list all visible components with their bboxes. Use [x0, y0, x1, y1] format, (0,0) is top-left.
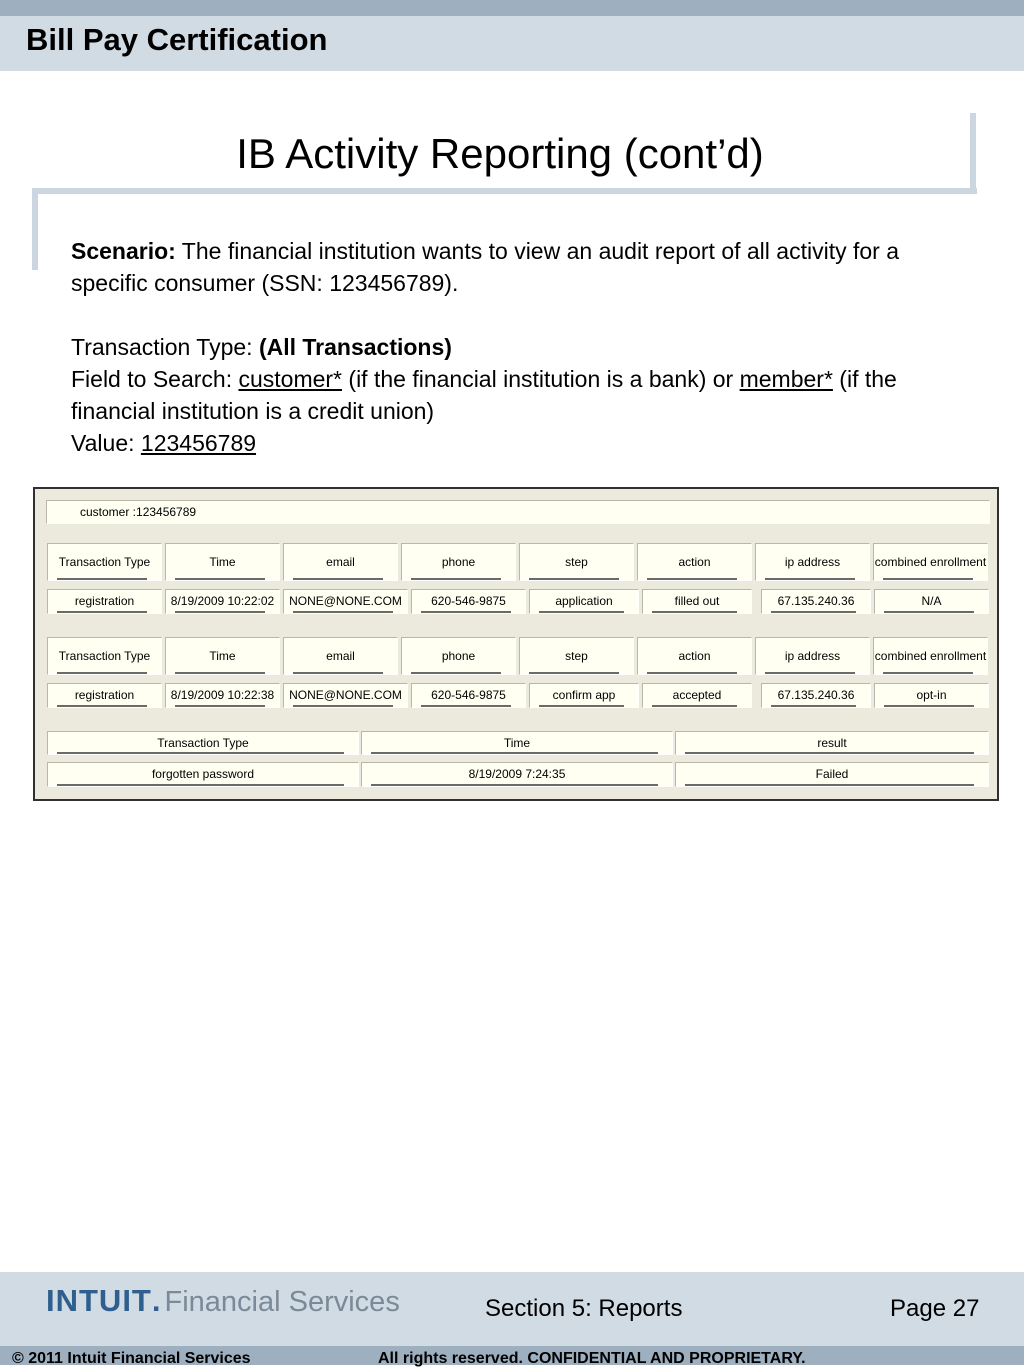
header-email: email	[283, 543, 398, 581]
field-label: Field to Search:	[71, 366, 239, 392]
value-line	[71, 427, 981, 459]
header-step: step	[519, 543, 634, 581]
activity-report	[33, 487, 999, 801]
field-to-search-line	[71, 363, 981, 427]
intuit-logo	[46, 1283, 400, 1323]
table-cell: confirm app	[529, 683, 639, 708]
header-email: email	[283, 637, 398, 675]
transaction-type-label: Transaction Type:	[71, 334, 259, 360]
table-cell: registration	[47, 589, 162, 614]
header-action: action	[637, 637, 752, 675]
scenario-block	[71, 235, 981, 459]
table-cell: 67.135.240.36	[761, 589, 871, 614]
header-top-strip	[0, 0, 1024, 16]
header-time: Time	[361, 731, 673, 755]
table-cell: filled out	[642, 589, 752, 614]
title-divider-vertical	[970, 113, 976, 194]
transaction-type-value: (All Transactions)	[258, 334, 452, 360]
section-label: Section 5: Reports	[485, 1295, 683, 1322]
value: 123456789	[140, 430, 257, 456]
header-combined-enrollment: combined enrollment	[873, 637, 988, 675]
header-phone: phone	[401, 637, 516, 675]
table-cell: forgotten password	[47, 762, 359, 787]
header-time: Time	[165, 543, 280, 581]
table-cell: NONE@NONE.COM	[283, 683, 408, 708]
table-cell: accepted	[642, 683, 752, 708]
table-cell: 8/19/2009 7:24:35	[361, 762, 673, 787]
logo-dot: .	[151, 1283, 161, 1318]
table-cell: 620-546-9875	[411, 589, 526, 614]
transaction-type-line	[71, 331, 981, 363]
table-cell: 8/19/2009 10:22:02	[165, 589, 280, 614]
table-cell: registration	[47, 683, 162, 708]
header-transaction-type: Transaction Type	[47, 731, 359, 755]
table-cell: 67.135.240.36	[761, 683, 871, 708]
field-middle: (if the financial institution is a bank) or	[342, 366, 740, 392]
slide-title: IB Activity Reporting (cont’d)	[236, 130, 764, 177]
header-ip-address: ip address	[755, 543, 870, 581]
table-cell: N/A	[874, 589, 989, 614]
value-label: Value:	[71, 430, 141, 456]
scenario-label: Scenario:	[71, 238, 176, 264]
table-cell: Failed	[675, 762, 989, 787]
header-title: Bill Pay Certification	[26, 22, 328, 57]
header-combined-enrollment: combined enrollment	[873, 543, 988, 581]
header-result: result	[675, 731, 989, 755]
logo-subtitle: Financial Services	[164, 1286, 400, 1318]
table-cell: application	[529, 589, 639, 614]
header-step: step	[519, 637, 634, 675]
field-value-customer: customer*	[238, 366, 343, 392]
header-phone: phone	[401, 543, 516, 581]
field-value-member: member*	[739, 366, 833, 392]
table-cell: NONE@NONE.COM	[283, 589, 408, 614]
title-divider	[32, 188, 977, 194]
scenario-text: The financial institution wants to view an audit report of all activity for a specific consumer (SSN: 123456789).	[71, 238, 899, 296]
page-number: Page 27	[890, 1295, 980, 1322]
copyright: © 2011 Intuit Financial Services	[12, 1350, 251, 1367]
table-cell: 620-546-9875	[411, 683, 526, 708]
rights-notice: All rights reserved. CONFIDENTIAL AND PROPRIETARY.	[378, 1350, 806, 1367]
body-divider-vertical	[32, 194, 38, 270]
header-transaction-type: Transaction Type	[47, 543, 162, 581]
scenario-paragraph	[71, 235, 981, 299]
table-cell: 8/19/2009 10:22:38	[165, 683, 280, 708]
field-end: (if the financial institution is a credit union)	[71, 366, 897, 424]
header-action: action	[637, 543, 752, 581]
table-cell: opt-in	[874, 683, 989, 708]
customer-field: customer :123456789	[46, 500, 990, 524]
header-ip-address: ip address	[755, 637, 870, 675]
header-time: Time	[165, 637, 280, 675]
logo-brand: INTUIT	[46, 1283, 152, 1318]
header-transaction-type: Transaction Type	[47, 637, 162, 675]
